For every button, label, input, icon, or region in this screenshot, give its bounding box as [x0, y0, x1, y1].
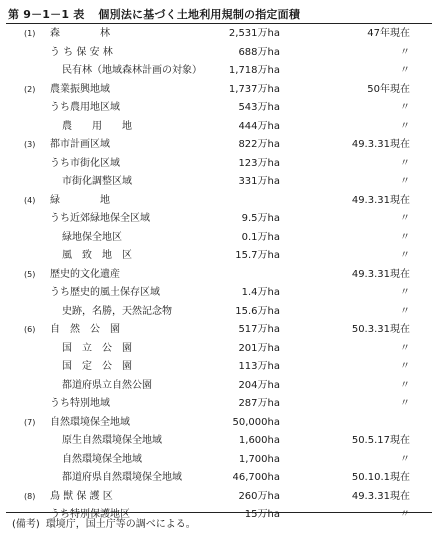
row-area-value: 123万ha: [238, 157, 280, 169]
table-row: [0, 266, 438, 285]
row-date: 49.3.31現在: [351, 268, 410, 280]
table-row: [0, 99, 438, 118]
row-date: 〃: [400, 176, 410, 187]
note-text: 環境庁，国土庁等の調べによる。: [45, 519, 196, 530]
row-area-value: 517万ha: [238, 324, 280, 335]
row-label: 民有林（地域森林計画の対象）: [62, 65, 202, 76]
row-number: (7): [24, 417, 36, 427]
row-area-value: 2,531万ha: [228, 28, 280, 39]
row-label: 史跡，名勝，天然記念物: [62, 305, 172, 317]
row-area-value: 287万ha: [238, 398, 280, 409]
row-date: 〃: [400, 342, 410, 354]
table-row: [0, 432, 438, 451]
row-area-value: 543万ha: [238, 102, 280, 113]
row-date: 〃: [400, 65, 410, 76]
row-area-value: 201万ha: [238, 342, 280, 354]
row-date: 〃: [400, 120, 410, 132]
row-label: 農 用 地: [62, 120, 132, 132]
table-row: [0, 118, 438, 137]
row-label: 市街化調整区域: [62, 176, 132, 187]
row-label: 風 致 地 区: [62, 250, 132, 261]
table-row: [0, 136, 438, 155]
row-date: 〃: [400, 46, 410, 58]
table-body: [0, 25, 438, 525]
table-row: [0, 358, 438, 377]
table-title-text: 個別法に基づく土地利用規制の指定面積: [98, 8, 301, 21]
table-row: [0, 155, 438, 174]
row-date: 〃: [400, 287, 410, 298]
row-area-value: 688万ha: [238, 46, 280, 58]
row-number: (1): [24, 29, 36, 38]
table-row: [0, 44, 438, 63]
row-label: 都道府県立自然公園: [62, 379, 152, 391]
row-area-value: 1,718万ha: [228, 65, 280, 76]
row-date: 〃: [400, 250, 410, 261]
row-label: 国 立 公 園: [62, 342, 132, 354]
table-row: [0, 340, 438, 359]
row-label: 緑地保全地区: [62, 231, 122, 243]
row-label: 歴史的文化遺産: [50, 268, 120, 280]
row-date: 50.10.1現在: [351, 472, 410, 483]
row-area-value: 0.1万ha: [241, 231, 280, 243]
table-row: [0, 247, 438, 266]
row-area-value: 15.6万ha: [235, 305, 280, 317]
source-note: [12, 515, 196, 530]
row-label: うち特別地域: [50, 398, 110, 409]
row-area-value: 113万ha: [238, 361, 280, 372]
row-date: 47年現在: [367, 28, 410, 39]
row-date: 〃: [400, 453, 410, 465]
table-row: [0, 321, 438, 340]
row-area-value: 1,700ha: [238, 453, 280, 465]
row-number: (2): [24, 84, 36, 94]
table-row: [0, 229, 438, 248]
row-date: 〃: [400, 102, 410, 113]
table-row: [0, 469, 438, 488]
table-row: [0, 488, 438, 507]
table-row: [0, 284, 438, 303]
row-area-value: 15.7万ha: [235, 250, 280, 261]
row-label: うち近郊緑地保全区域: [50, 213, 150, 224]
table-row: [0, 451, 438, 470]
row-date: 〃: [400, 361, 410, 372]
row-label: 自 然 公 園: [50, 324, 120, 335]
bottom-rule: [6, 512, 432, 513]
row-area-value: 204万ha: [238, 379, 280, 391]
row-area-value: 50,000ha: [232, 416, 280, 428]
row-area-value: 260万ha: [238, 490, 280, 502]
table-row: [0, 414, 438, 433]
row-area-value: 444万ha: [238, 120, 280, 132]
table-row: [0, 62, 438, 81]
row-label: うち特別保護地区: [50, 509, 130, 520]
row-area-value: 1,737万ha: [228, 83, 280, 95]
row-label: うち市街化区域: [50, 157, 120, 169]
table-row: [0, 192, 438, 211]
row-label: 都道府県自然環境保全地域: [62, 472, 182, 483]
top-rule: [6, 23, 432, 24]
table-row: [0, 173, 438, 192]
row-number: (8): [24, 491, 36, 501]
table-row: [0, 81, 438, 100]
row-date: 〃: [400, 305, 410, 317]
row-number: (3): [24, 140, 36, 149]
row-label: うち農用地区域: [50, 102, 120, 113]
row-date: 〃: [400, 509, 410, 520]
row-label: 自然環境保全地域: [50, 416, 130, 428]
table-row: [0, 210, 438, 229]
table-row: [0, 303, 438, 322]
row-label: 都市計画区域: [50, 139, 110, 150]
row-area-value: 46,700ha: [232, 472, 280, 483]
row-date: 49.3.31現在: [351, 490, 410, 502]
table-row: [0, 25, 438, 44]
row-date: 〃: [400, 213, 410, 224]
row-date: 49.3.31現在: [351, 194, 410, 206]
table-title: [8, 6, 300, 22]
row-number: (4): [24, 195, 36, 205]
table-row: [0, 377, 438, 396]
row-date: 〃: [400, 231, 410, 243]
row-date: 〃: [400, 157, 410, 169]
row-number: (5): [24, 269, 36, 279]
row-number: (6): [24, 325, 36, 334]
row-date: 〃: [400, 379, 410, 391]
row-label: うち歴史的風土保存区域: [50, 287, 160, 298]
row-area-value: 1.4万ha: [241, 287, 280, 298]
row-label: 国 定 公 園: [62, 361, 132, 372]
row-label: 自然環境保全地域: [62, 453, 142, 465]
row-label: 緑 地: [50, 194, 110, 206]
note-tag: (備考): [12, 519, 40, 530]
row-label: 農業振興地域: [50, 83, 110, 95]
row-date: 50年現在: [367, 83, 410, 95]
row-date: 50.5.17現在: [351, 435, 410, 446]
row-date: 49.3.31現在: [351, 139, 410, 150]
table-number: 第 9－1－1 表: [8, 8, 85, 21]
row-area-value: 822万ha: [238, 139, 280, 150]
row-label: 森 林: [50, 28, 110, 39]
row-area-value: 1,600ha: [238, 435, 280, 446]
table-row: [0, 395, 438, 414]
row-area-value: 15万ha: [244, 509, 280, 520]
row-label: 鳥 獣 保 護 区: [50, 490, 113, 502]
row-area-value: 331万ha: [238, 176, 280, 187]
row-label: う ち 保 安 林: [50, 46, 113, 58]
row-date: 50.3.31現在: [351, 324, 410, 335]
row-area-value: 9.5万ha: [241, 213, 280, 224]
row-label: 原生自然環境保全地域: [62, 435, 162, 446]
row-date: 〃: [400, 398, 410, 409]
